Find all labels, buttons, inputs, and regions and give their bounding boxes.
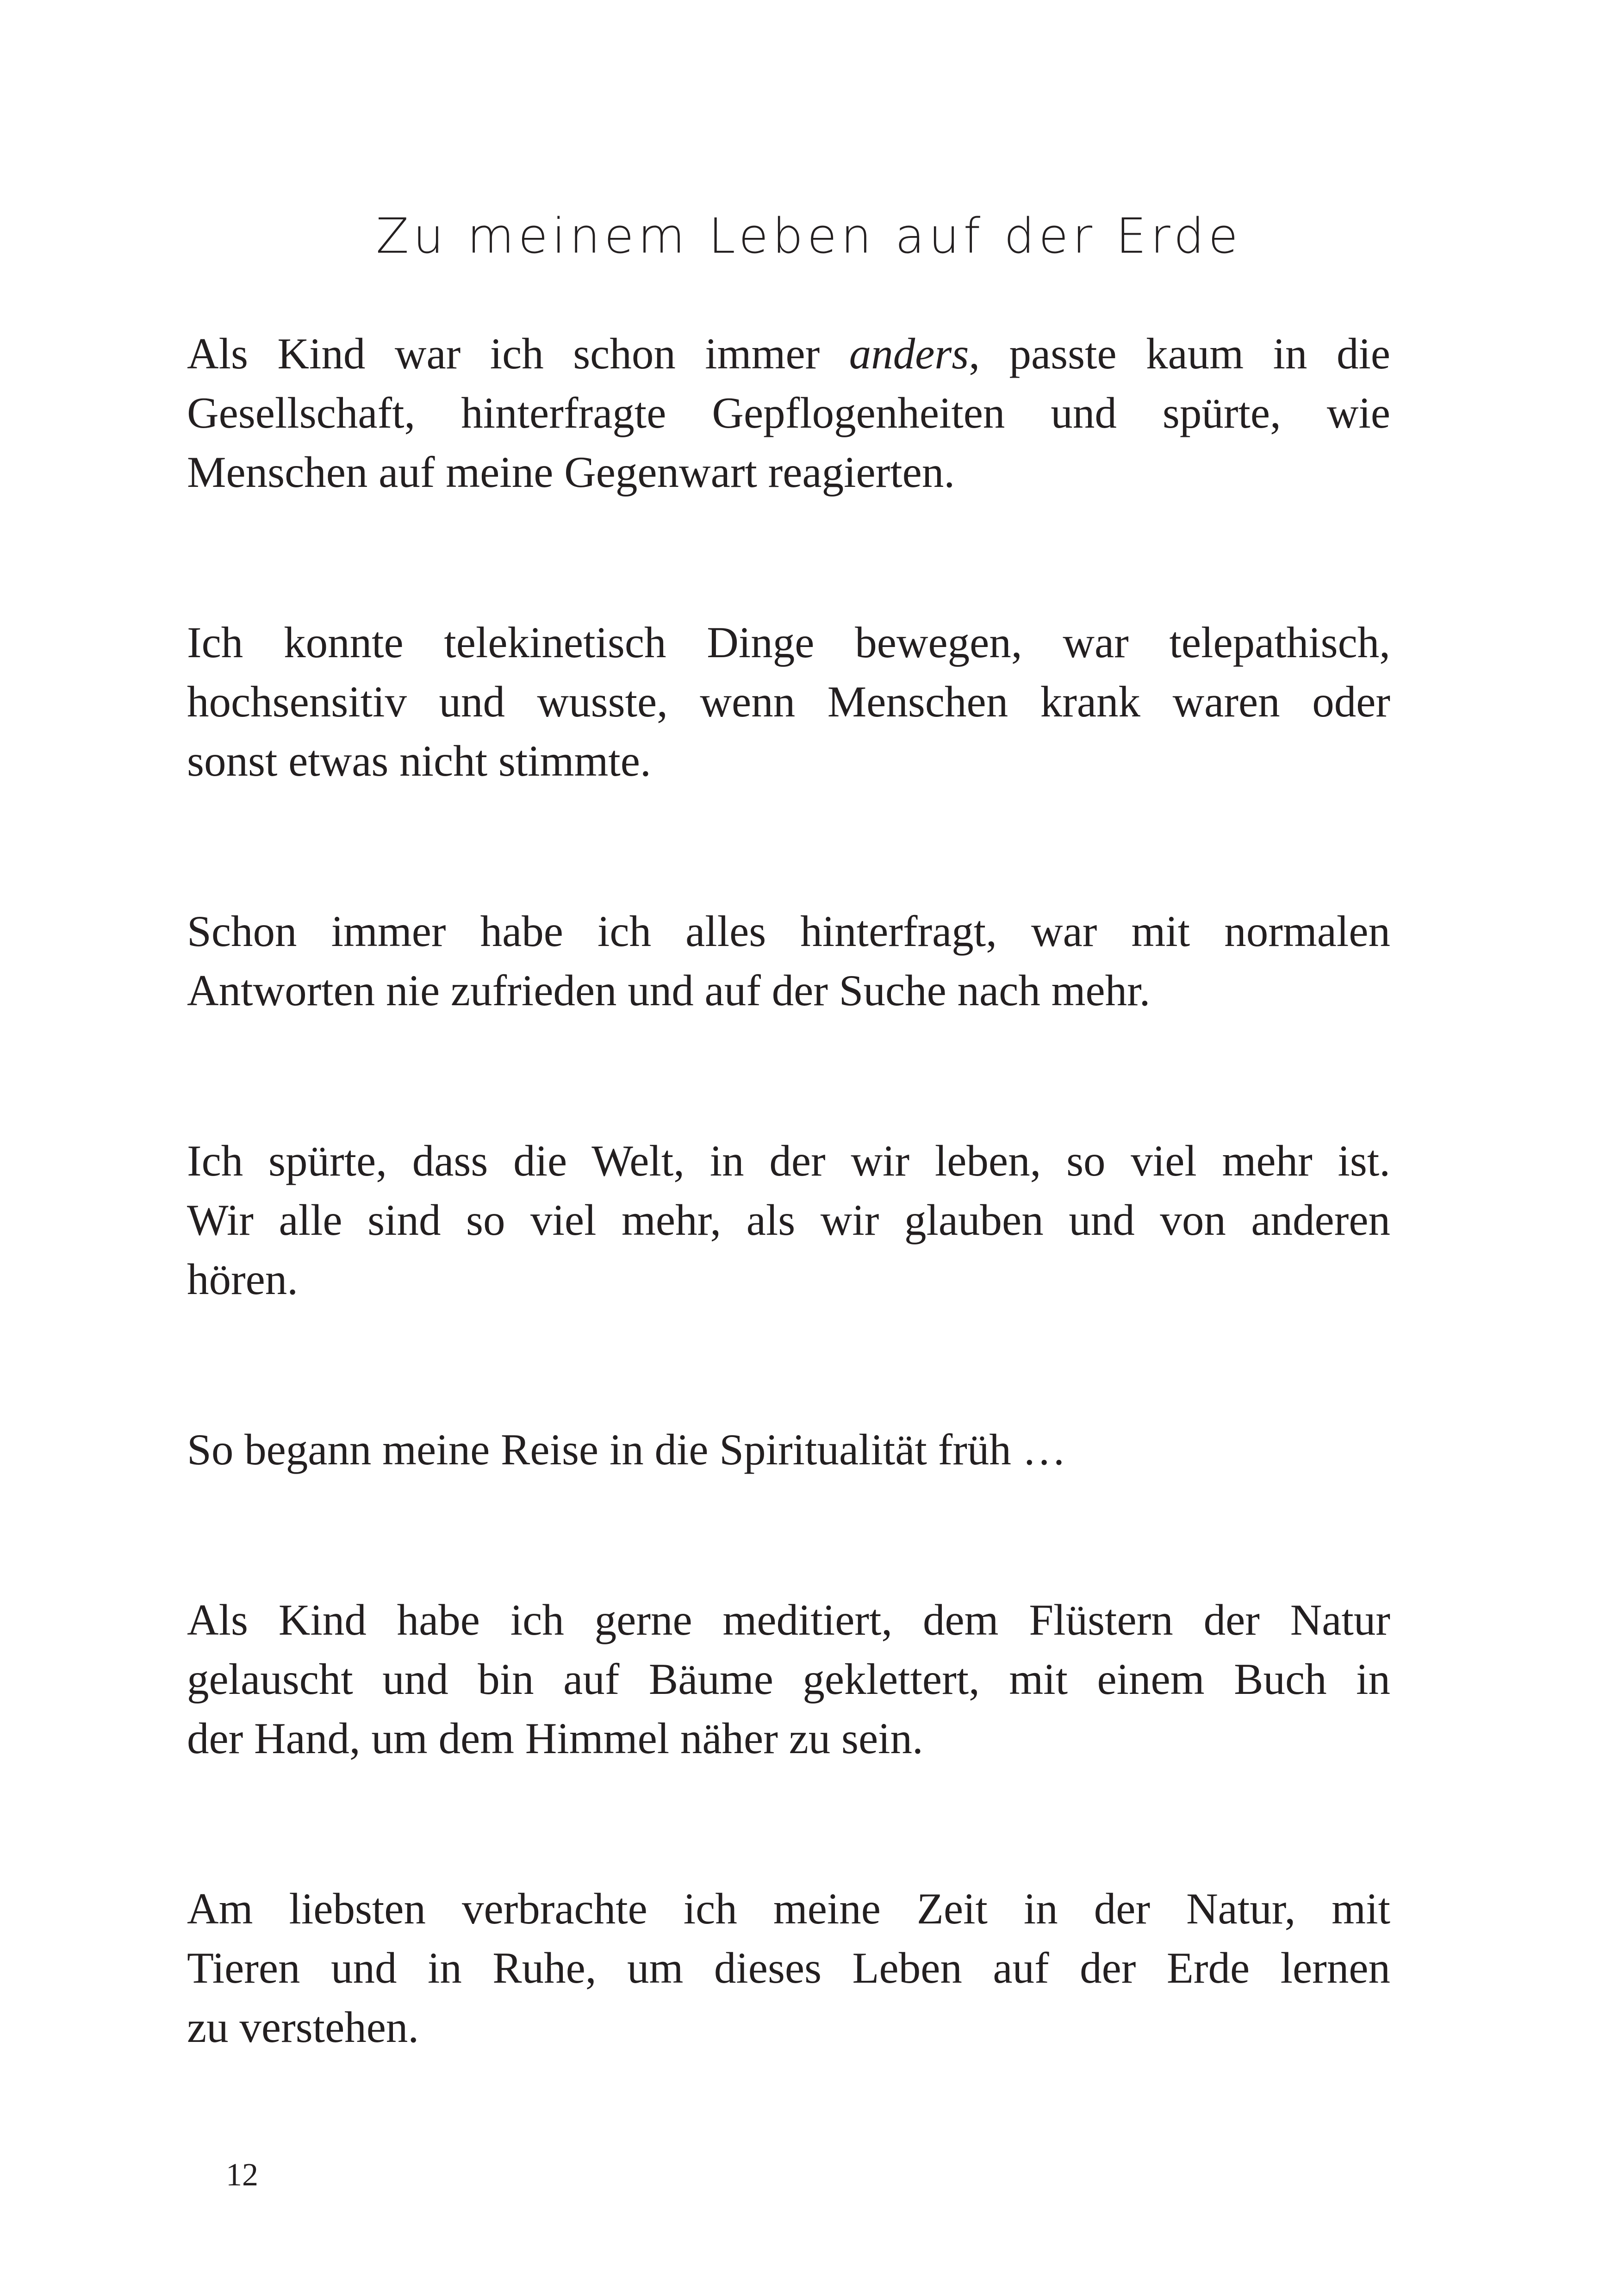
text-line: Wir alle sind so viel mehr, als wir glauben und von anderen: [187, 1195, 1390, 1244]
paragraph: [187, 1420, 1390, 1479]
text-line: Am liebsten verbrachte ich meine Zeit in der Natur, mit: [187, 1884, 1390, 1933]
paragraph: [187, 902, 1390, 1020]
paragraph: [187, 1879, 1390, 2057]
text-line: der Hand, um dem Himmel näher zu sein.: [187, 1714, 923, 1763]
paragraph: [187, 613, 1390, 790]
text-line: gelauscht und bin auf Bäume geklettert, mit einem Buch in: [187, 1655, 1390, 1704]
chapter-body: [187, 324, 1390, 2168]
text-line: Menschen auf meine Gegenwart reagierten.: [187, 448, 955, 497]
text-line: hören.: [187, 1255, 299, 1304]
text-line: [187, 324, 1390, 383]
paragraph: [187, 324, 1390, 502]
paragraph: [187, 1131, 1390, 1309]
emphasis-text: anders: [849, 329, 969, 378]
text-line: Schon immer habe ich alles hinterfragt, war mit normalen: [187, 907, 1390, 956]
text-line: Tieren und in Ruhe, um dieses Leben auf der Erde lernen: [187, 1943, 1390, 1992]
text-segment: Als Kind war ich schon immer: [187, 329, 849, 378]
text-line: Ich spürte, dass die Welt, in der wir leben, so viel mehr ist.: [187, 1136, 1390, 1185]
chapter-title: Zu meinem Leben auf der Erde: [376, 208, 1242, 264]
text-line: sonst etwas nicht stimmte.: [187, 736, 651, 785]
text-line: zu verstehen.: [187, 2003, 419, 2052]
page-number: 12: [226, 2157, 258, 2193]
text-line: Ich konnte telekinetisch Dinge bewegen, war telepathisch,: [187, 618, 1390, 667]
paragraph: [187, 1590, 1390, 1768]
text-line: Gesellschaft, hinterfragte Gepflogenheiten und spürte, wie: [187, 388, 1390, 437]
text-segment: , passte kaum in die: [969, 329, 1390, 378]
text-line: Als Kind habe ich gerne meditiert, dem Flüstern der Natur: [187, 1595, 1390, 1644]
text-line: Antworten nie zufrieden und auf der Suche nach mehr.: [187, 966, 1151, 1015]
text-line: hochsensitiv und wusste, wenn Menschen krank waren oder: [187, 677, 1390, 726]
text-line: So begann meine Reise in die Spiritualität früh …: [187, 1425, 1066, 1474]
